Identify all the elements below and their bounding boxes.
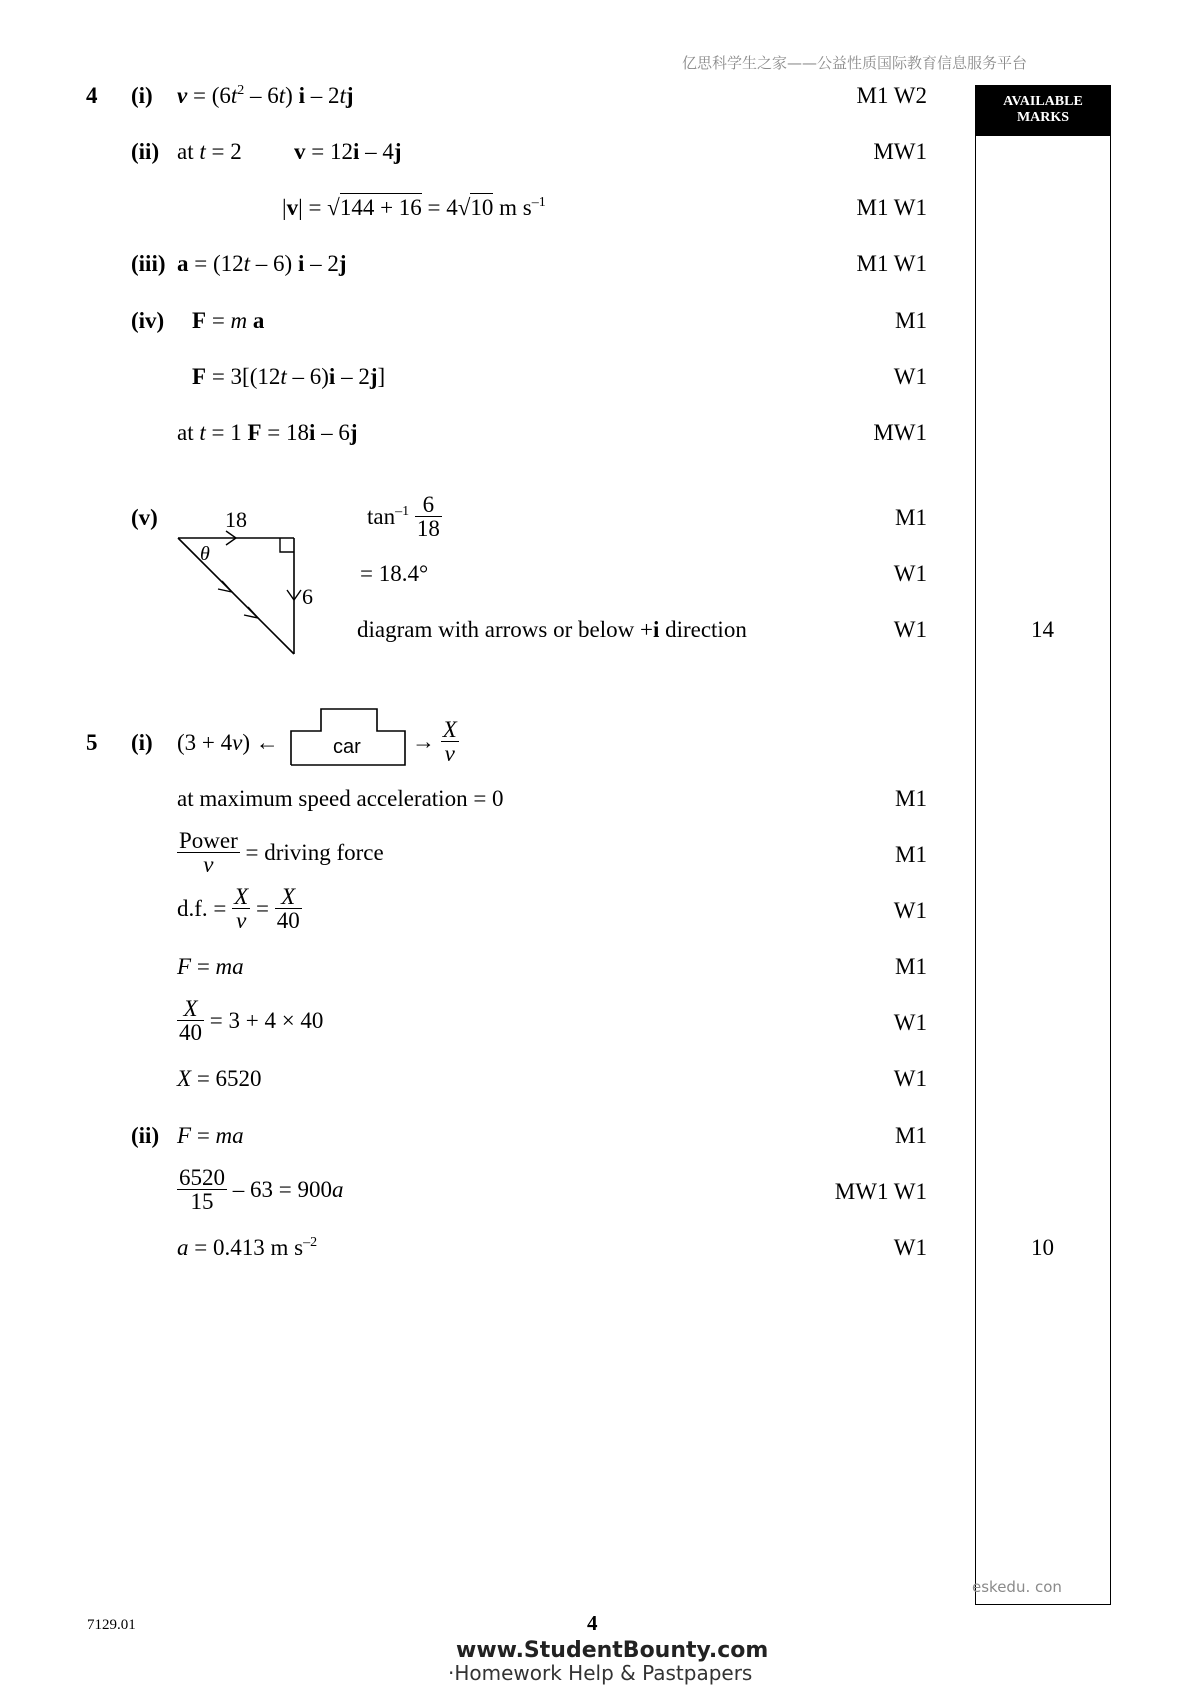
q4-part-iv-force: F = 3[(12t – 6)i – 2j] bbox=[192, 364, 386, 389]
df-numerator-X: X bbox=[442, 717, 457, 742]
footer-url-link[interactable]: www.StudentBounty.com bbox=[456, 1638, 769, 1663]
q5-i-marks-4: M1 bbox=[895, 954, 927, 979]
power-denominator: v bbox=[203, 852, 214, 877]
eq2-den: 40 bbox=[179, 1020, 202, 1045]
q5-ii-marks-2: MW1 W1 bbox=[834, 1179, 927, 1204]
resistance-post: ) ← bbox=[242, 730, 279, 755]
ii-frac-den: 15 bbox=[190, 1189, 214, 1214]
q5-i-line6 bbox=[177, 1067, 262, 1090]
footer-tagline: ·Homework Help & Pastpapers bbox=[448, 1661, 753, 1685]
q5-i-marks-6: W1 bbox=[893, 1066, 927, 1091]
q4-part-iv-label: (iv) bbox=[131, 308, 165, 333]
q5-ii-line1 bbox=[177, 1124, 244, 1147]
q5-driving-force-label bbox=[412, 718, 459, 765]
q5-i-marks-1: M1 bbox=[895, 786, 927, 811]
q4-part-v-marks-1: M1 bbox=[895, 505, 927, 530]
df-frac2-den: 40 bbox=[276, 908, 300, 933]
arrow-right-icon: → bbox=[412, 729, 435, 754]
q4-part-iii-label: (iii) bbox=[131, 251, 166, 276]
q4-part-iii-equation: a = (12t – 6) i – 2j bbox=[177, 251, 347, 276]
note-text-bold: i bbox=[652, 617, 660, 642]
q5-i-marks-2: M1 bbox=[895, 842, 927, 867]
question-number-5: 5 bbox=[86, 730, 98, 755]
df-denominator-v: v bbox=[444, 741, 455, 766]
header-watermark: 亿思科学生之家——公益性质国际教育信息服务平台 bbox=[682, 54, 1028, 72]
x-value: = 6520 bbox=[191, 1066, 262, 1091]
ii-fma-ma: ma bbox=[215, 1123, 244, 1148]
diagram-angle-theta: θ bbox=[200, 543, 210, 565]
q5-ii-line3 bbox=[177, 1236, 317, 1259]
arrow-hypotenuse-1-icon bbox=[218, 581, 232, 592]
ii-rhs-pre: – 63 = 900 bbox=[232, 1177, 332, 1202]
right-angle-marker bbox=[280, 538, 294, 552]
ii-frac-num: 6520 bbox=[179, 1165, 225, 1190]
arctan-denominator: 18 bbox=[416, 516, 440, 541]
ii-fma-F: F bbox=[177, 1123, 192, 1148]
triangle-hypotenuse bbox=[178, 538, 294, 654]
q4-part-iv-marks-1: M1 bbox=[895, 308, 927, 333]
q4-part-v-marks-2: W1 bbox=[893, 561, 927, 586]
resistance-pre: (3 + 4 bbox=[177, 730, 233, 755]
eq2-rhs: = 3 + 4 × 40 bbox=[209, 1008, 324, 1033]
car-label: car bbox=[333, 736, 361, 758]
q4-part-ii-label: (ii) bbox=[131, 139, 160, 164]
diagram-label-6: 6 bbox=[302, 584, 313, 609]
fma-equals: = bbox=[191, 954, 216, 979]
available-marks-column bbox=[975, 85, 1111, 1605]
car-diagram bbox=[289, 707, 407, 767]
q4-part-v-label: (v) bbox=[131, 505, 158, 530]
arctan-numerator: 6 bbox=[415, 493, 442, 517]
q4-part-iv-newton: F = m a bbox=[192, 308, 265, 333]
q4-part-ii-marks-1: MW1 bbox=[873, 139, 927, 164]
q4-part-iv-evaluated: at t = 1 F = 18i – 6j bbox=[177, 420, 358, 445]
a-value: = 0.413 m s bbox=[188, 1235, 304, 1260]
q4-part-i-marks: M1 W2 bbox=[856, 83, 927, 108]
q4-part-ii-velocity: v = 12i – 4j bbox=[294, 139, 402, 164]
q5-i-marks-3: W1 bbox=[893, 898, 927, 923]
note-text-post: direction bbox=[659, 617, 747, 642]
q4-part-ii-marks-2: M1 W1 bbox=[856, 195, 927, 220]
q4-part-v-marks-3: W1 bbox=[893, 617, 927, 642]
q5-i-line1: at maximum speed acceleration = 0 bbox=[177, 786, 504, 811]
ii-rhs-var: a bbox=[331, 1177, 344, 1202]
q4-part-i-label: (i) bbox=[131, 83, 153, 108]
q5-ii-marks-1: M1 bbox=[895, 1123, 927, 1148]
question-number-4: 4 bbox=[86, 83, 98, 108]
q5-i-marks-5: W1 bbox=[893, 1010, 927, 1035]
q4-part-iv-marks-3: MW1 bbox=[873, 420, 927, 445]
available-marks-heading bbox=[975, 85, 1111, 136]
available-marks-heading-line2: MARKS bbox=[1016, 110, 1070, 125]
q5-part-ii-label: (ii) bbox=[131, 1123, 160, 1148]
arrow-hypotenuse-2-icon bbox=[244, 607, 258, 618]
force-triangle-diagram bbox=[170, 505, 330, 660]
footer-page-number: 4 bbox=[587, 1611, 598, 1635]
fma-F: F bbox=[177, 954, 192, 979]
driving-force-text: = driving force bbox=[245, 840, 384, 865]
q5-i-line5 bbox=[177, 997, 323, 1044]
df-frac1-num: X bbox=[234, 884, 249, 909]
q4-total-marks: 14 bbox=[1031, 617, 1054, 642]
footer-watermark-right: eskedu. con bbox=[972, 1578, 1062, 1596]
df-frac1-den: v bbox=[236, 908, 247, 933]
q5-i-line4 bbox=[177, 955, 244, 978]
eq2-num: X bbox=[177, 997, 204, 1021]
q5-i-line2 bbox=[177, 829, 384, 876]
ii-fma-equals: = bbox=[191, 1123, 216, 1148]
diagram-label-18: 18 bbox=[225, 507, 247, 532]
x-var: X bbox=[177, 1066, 192, 1091]
q5-resistance-label bbox=[177, 731, 279, 754]
resistance-var: v bbox=[232, 730, 243, 755]
power-numerator: Power bbox=[179, 828, 238, 853]
q4-part-ii-magnitude: |v| = √144 + 16 = 4√10 m $s^{-1}$ bbox=[282, 195, 546, 220]
a-var: a bbox=[177, 1235, 189, 1260]
q4-part-iv-marks-2: W1 bbox=[893, 364, 927, 389]
q5-i-line3: d.f. = $\frac{X}{v}$ = $\frac{X}{40}$ bbox=[177, 884, 300, 933]
q4-part-ii-equation: at t = 2 bbox=[177, 139, 242, 164]
q4-part-i-equation: $v = (6t^2 - 6t)$ i – 2tj bbox=[177, 83, 354, 108]
q5-ii-line2 bbox=[177, 1166, 343, 1213]
q4-part-iii-marks: M1 W1 bbox=[856, 251, 927, 276]
q5-part-i-label: (i) bbox=[131, 730, 153, 755]
df-prefix: d.f. = bbox=[177, 896, 227, 921]
note-text-pre: diagram with arrows or below + bbox=[357, 617, 653, 642]
q4-part-v-angle-result: = 18.4° bbox=[360, 561, 429, 586]
footer-paper-code: 7129.01 bbox=[87, 1617, 136, 1633]
q4-part-v-note bbox=[357, 618, 747, 641]
q5-total-marks: 10 bbox=[1031, 1235, 1054, 1260]
q5-ii-marks-3: W1 bbox=[893, 1235, 927, 1260]
available-marks-heading-line1: AVAILABLE bbox=[1003, 94, 1083, 109]
fma-ma: ma bbox=[215, 954, 244, 979]
df-frac2-num: X bbox=[275, 885, 302, 909]
q4-part-v-arctan: $\tan^{-1}$ $\frac{6}{18}$ bbox=[367, 492, 440, 541]
a-exponent: –2 bbox=[303, 1235, 318, 1250]
